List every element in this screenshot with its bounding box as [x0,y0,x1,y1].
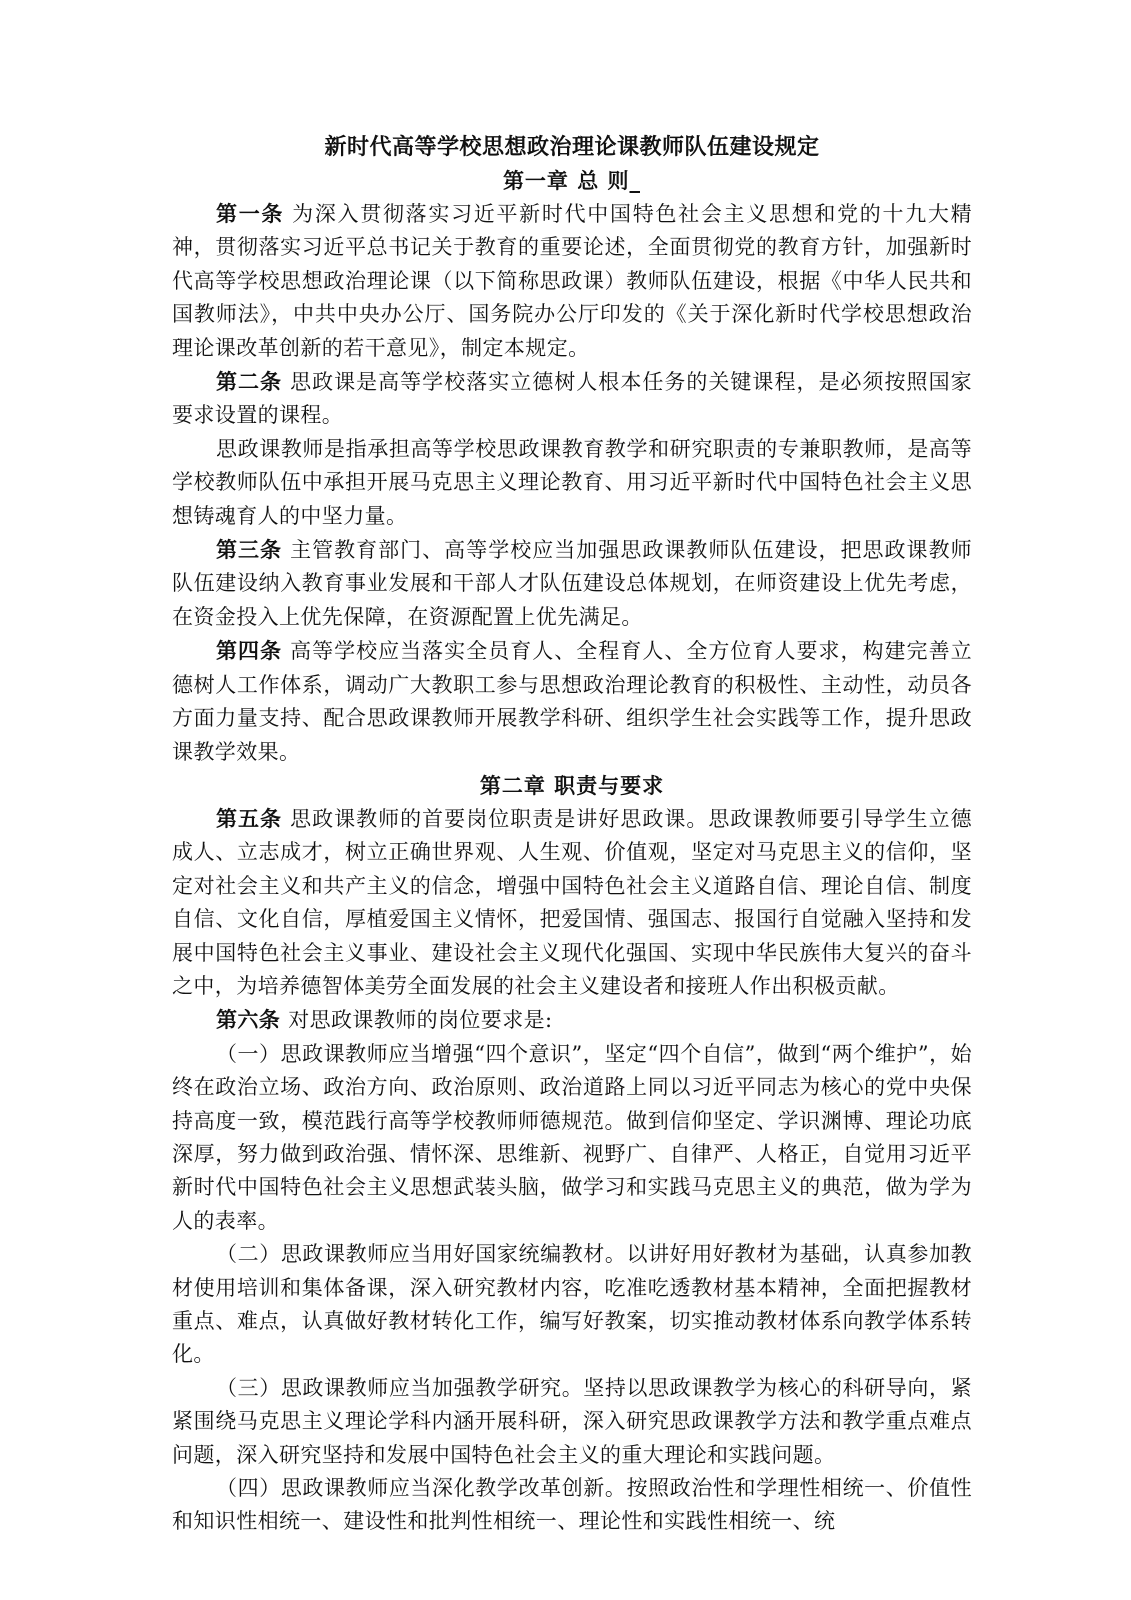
article-paragraph [172,634,972,769]
chapter-heading: 第一章 总 则_ [502,168,642,193]
article-text: 思政课教师的首要岗位职责是讲好思政课。思政课教师要引导学生立德成人、立志成才，树立正确世界观、人生观、价值观，坚定对马克思主义的信仰，坚定对社会主义和共产主义的信念，增强中国特色社会主义道路自信、理论自信、制度自信、文化自信，厚植爱国主义情怀，把爱国情、强国志、报国行自觉融入坚持和发展中国特色社会主义事业、建设社会主义现代化强国、实现中华民族伟大复兴的奋斗之中，为培养德智体美劳全面发展的社会主义建设者和接班人作出积极贡献。 [172,806,972,998]
article-paragraph [172,197,972,365]
chapter-heading: 第二章 职责与要求 [479,772,665,798]
article-paragraph [172,1003,972,1037]
article-text: 为深入贯彻落实习近平新时代中国特色社会主义思想和党的十九大精神，贯彻落实习近平总书记关于教育的重要论述，全面贯彻党的教育方针，加强新时代高等学校思想政治理论课（以下简称思政课）教师队伍建设，根据《中华人民共和国教师法》，中共中央办公厅、国务院办公厅印发的《关于深化新时代学校思想政治理论课改革创新的若干意见》，制定本规定。 [172,202,973,360]
article-text: 思政课是高等学校落实立德树人根本任务的关键课程，是必须按照国家要求设置的课程。 [172,370,972,428]
body-paragraph: （四）思政课教师应当深化教学改革创新。按照政治性和学理性相统一、价值性和知识性相统一、建设性和批判性相统一、理论性和实践性相统一、统 [172,1476,972,1534]
body-paragraph: 思政课教师是指承担高等学校思政课教育教学和研究职责的专兼职教师，是高等学校教师队伍中承担开展马克思主义理论教育、用习近平新时代中国特色社会主义思想铸魂育人的中坚力量。 [172,436,972,528]
article-label: 第五条 [216,805,283,831]
article-paragraph [172,533,972,634]
body-paragraph: （一）思政课教师应当增强“四个意识”，坚定“四个自信”，做到“两个维护”，始终在政治立场、政治方向、政治原则、政治道路上同以习近平同志为核心的党中央保持高度一致，模范践行高等学校教师师德规范。做到信仰坚定、学识渊博、理论功底深厚，努力做到政治强、情怀深、思维新、视野广、自律严、人格正，自觉用习近平新时代中国特色社会主义思想武装头脑，做学习和实践马克思主义的典范，做为学为人的表率。 [172,1041,972,1233]
body-paragraph: （二）思政课教师应当用好国家统编教材。以讲好用好教材为基础，认真参加教材使用培训和集体备课，深入研究教材内容，吃准吃透教材基本精神，全面把握教材重点、难点，认真做好教材转化工作，编写好教案，切实推动教材体系向教学体系转化。 [172,1242,972,1367]
article-text: 对思政课教师的岗位要求是: [288,1008,553,1033]
body-paragraph: （三）思政课教师应当加强教学研究。坚持以思政课教学为核心的科研导向，紧紧围绕马克思主义理论学科内涵开展科研，深入研究思政课教学方法和教学重点难点问题，深入研究坚持和发展中国特色社会主义的重大理论和实践问题。 [172,1375,972,1467]
article-label: 第一条 [216,201,285,226]
document-body [172,130,972,1539]
article-text: 高等学校应当落实全员育人、全程育人、全方位育人要求，构建完善立德树人工作体系，调动广大教职工参与思想政治理论教育的积极性、主动性，动员各方面力量支持、配合思政课教师开展教学科研、组织学生社会实践等工作，提升思政课教学效果。 [172,639,972,764]
article-paragraph [172,802,972,1003]
article-label: 第四条 [216,638,283,664]
article-label: 第三条 [216,537,283,563]
article-label: 第六条 [216,1007,281,1033]
article-label: 第二条 [216,369,283,395]
document-title: 新时代高等学校思想政治理论课教师队伍建设规定 [324,134,820,160]
article-text: 主管教育部门、高等学校应当加强思政课教师队伍建设，把思政课教师队伍建设纳入教育事业发展和干部人才队伍建设总体规划，在师资建设上优先考虑，在资金投入上优先保障，在资源配置上优先满足。 [172,538,972,629]
article-paragraph [172,365,972,433]
